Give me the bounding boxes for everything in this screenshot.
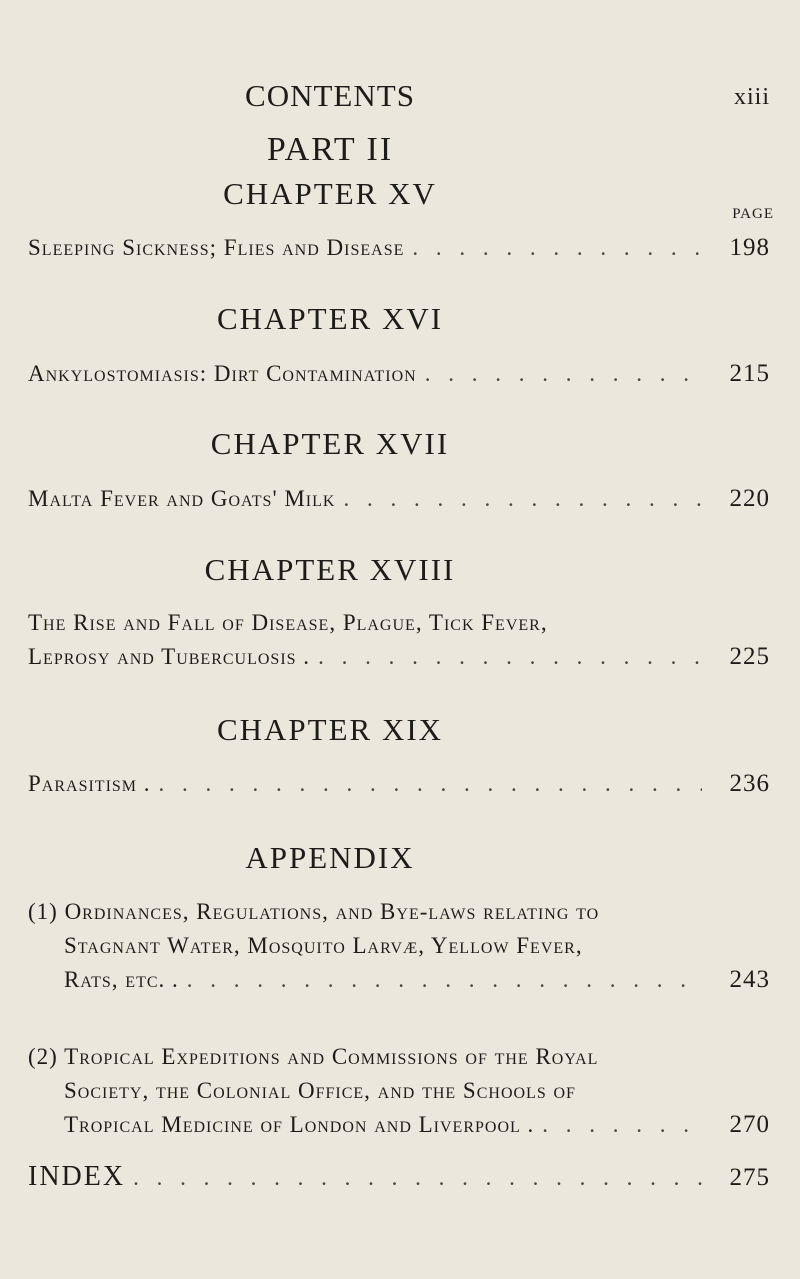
dot-leader (425, 357, 702, 391)
toc-entry-chapter-xviii[interactable] (28, 606, 770, 674)
index-label: INDEX (28, 1161, 126, 1192)
toc-entry-text: Tropical Medicine of London and Liverpool . (64, 1112, 535, 1137)
toc-entry-page: 220 (729, 485, 770, 512)
toc-entry-appendix-1[interactable] (28, 895, 770, 997)
toc-entry-text: Parasitism . (28, 771, 151, 796)
page-column-heading: PAGE (732, 206, 774, 222)
toc-entry-appendix-2[interactable] (28, 1040, 770, 1142)
folio-page-number: xiii (733, 84, 770, 110)
chapter-heading-xvii: CHAPTER XVII (210, 426, 450, 461)
toc-entry-chapter-xix[interactable] (28, 767, 770, 801)
chapter-heading-xix: CHAPTER XIX (216, 712, 444, 747)
dot-leader (412, 231, 702, 265)
toc-entry-chapter-xvii[interactable] (28, 482, 770, 516)
toc-entry-page: 243 (729, 966, 770, 993)
toc-entry-text: (1) Ordinances, Regulations, and Bye-laws relating to (28, 899, 600, 924)
toc-entry-page: 236 (729, 770, 770, 797)
toc-entry-text: Malta Fever and Goats' Milk (28, 486, 336, 511)
dot-leader (159, 767, 702, 801)
toc-entry-text: Sleeping Sickness; Flies and Disease (28, 235, 405, 260)
toc-entry-text: (2) Tropical Expeditions and Commissions of the Royal (28, 1044, 599, 1069)
toc-entry-page: 215 (729, 360, 770, 387)
chapter-heading-xvi: CHAPTER XVI (216, 301, 444, 336)
toc-entry-text: Ankylostomiasis: Dirt Contamination (28, 361, 417, 386)
dot-leader (133, 1161, 702, 1195)
toc-entry-index[interactable] (28, 1160, 770, 1195)
dot-leader (343, 482, 702, 516)
toc-entry-text: The Rise and Fall of Disease, Plague, Tick Fever, (28, 610, 548, 635)
toc-entry-page: 270 (729, 1111, 770, 1138)
appendix-heading: APPENDIX (245, 840, 415, 875)
toc-entry-text: Society, the Colonial Office, and the Schools of (64, 1078, 576, 1103)
dot-leader (542, 1108, 702, 1142)
toc-entry-page: 275 (729, 1164, 770, 1191)
chapter-heading-xv: CHAPTER XV (223, 176, 437, 211)
toc-entry-text: Rats, etc. . (64, 967, 179, 992)
toc-entry-text: Stagnant Water, Mosquito Larvæ, Yellow Fever, (64, 933, 583, 958)
toc-entry-chapter-xvi[interactable] (28, 357, 770, 391)
toc-entry-page: 198 (729, 234, 770, 261)
toc-entry-page: 225 (729, 643, 770, 670)
running-title: CONTENTS (245, 78, 415, 113)
toc-entry-text: Leprosy and Tuberculosis . (28, 644, 311, 669)
dot-leader (187, 963, 702, 997)
toc-entry-chapter-xv[interactable] (28, 231, 770, 265)
part-title: PART II (266, 131, 394, 168)
chapter-heading-xviii: CHAPTER XVIII (204, 552, 456, 587)
dot-leader (318, 640, 702, 674)
